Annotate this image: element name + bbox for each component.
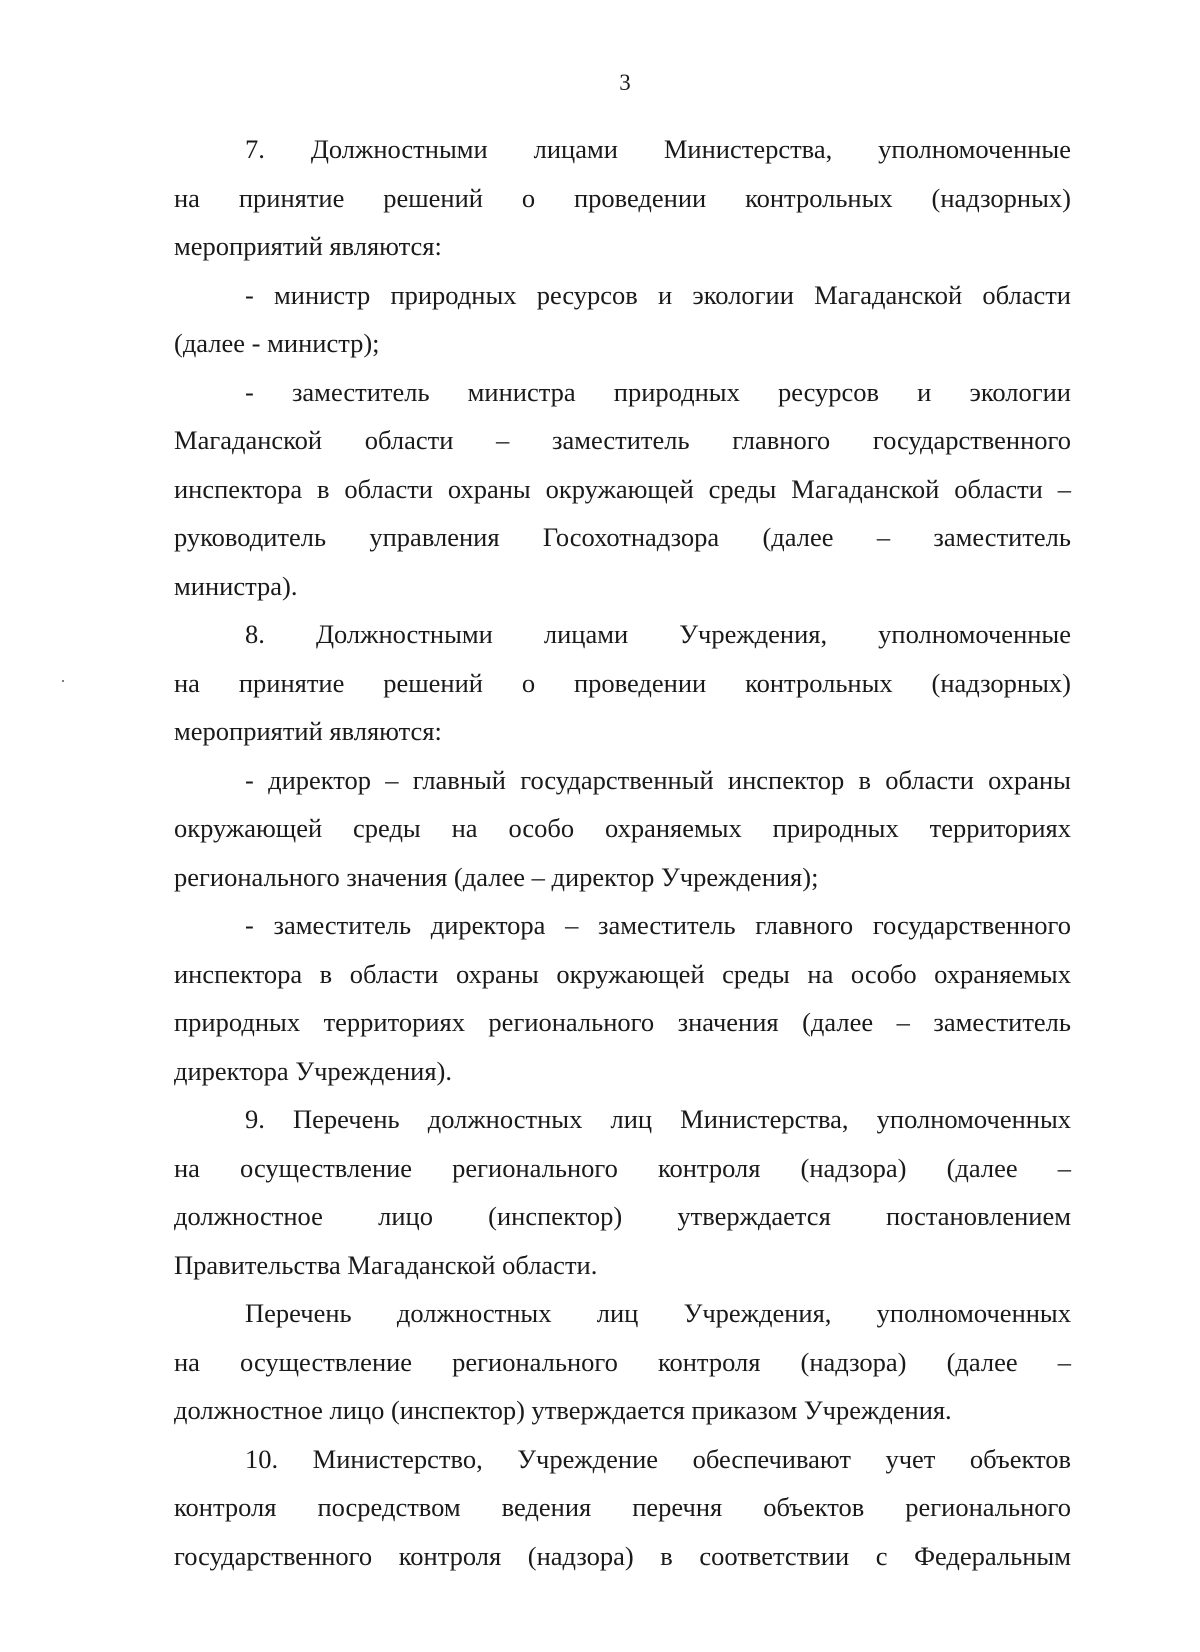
text-line: - директор – главный государственный инспектор в области охраны — [245, 764, 1071, 795]
text-line: на осуществление регионального контроля (надзора) (далее – — [174, 1152, 1071, 1183]
text-line: 10. Министерство, Учреждение обеспечивают учет объектов — [245, 1443, 1071, 1474]
document-body — [174, 125, 1071, 1580]
text-line: Перечень должностных лиц Учреждения, уполномоченных — [245, 1298, 1071, 1328]
paragraph-7 — [174, 125, 1071, 271]
text-line: на принятие решений о проведении контрольных (надзорных) — [174, 182, 1071, 213]
text-line: - заместитель директора – заместитель главного государственного — [245, 910, 1071, 940]
text-line: министра). — [174, 570, 298, 601]
text-line: должностное лицо (инспектор) утверждается приказом Учреждения. — [174, 1395, 952, 1425]
paragraph-9-institution-list — [174, 1289, 1071, 1435]
list-item-director — [174, 756, 1071, 902]
text-line: руководитель управления Госохотнадзора (далее – заместитель — [174, 522, 1071, 552]
text-line: мероприятий являются: — [174, 231, 442, 261]
text-line: на осуществление регионального контроля (надзора) (далее – — [174, 1346, 1071, 1377]
list-item-minister — [174, 271, 1071, 368]
text-line: государственного контроля (надзора) в соответствии с Федеральным — [174, 1540, 1071, 1571]
paragraph-8 — [174, 610, 1071, 756]
text-line: Правительства Магаданской области. — [174, 1249, 598, 1280]
scan-artifact-dot — [62, 680, 64, 682]
text-line: 8. Должностными лицами Учреждения, уполномоченные — [245, 619, 1071, 649]
paragraph-9 — [174, 1095, 1071, 1289]
text-line: на принятие решений о проведении контрольных (надзорных) — [174, 667, 1071, 698]
paragraph-10 — [174, 1435, 1071, 1581]
list-item-deputy-minister — [174, 368, 1071, 611]
text-line: Магаданской области – заместитель главного государственного — [174, 425, 1071, 455]
text-line: 9. Перечень должностных лиц Министерства, уполномоченных — [245, 1104, 1071, 1134]
text-line: инспектора в области охраны окружающей среды Магаданской области – — [174, 473, 1071, 504]
text-line: окружающей среды на особо охраняемых природных территориях — [174, 813, 1071, 843]
text-line: директора Учреждения). — [174, 1055, 452, 1086]
list-item-deputy-director — [174, 901, 1071, 1095]
text-line: 7. Должностными лицами Министерства, уполномоченные — [245, 134, 1071, 164]
text-line: контроля посредством ведения перечня объектов регионального — [174, 1492, 1071, 1522]
text-line: инспектора в области охраны окружающей среды на особо охраняемых — [174, 958, 1071, 989]
text-line: (далее - министр); — [174, 328, 380, 358]
text-line: природных территориях регионального значения (далее – заместитель — [174, 1007, 1071, 1037]
text-line: регионального значения (далее – директор Учреждения); — [174, 861, 819, 892]
text-line: мероприятий являются: — [174, 716, 442, 746]
text-line: - заместитель министра природных ресурсов и экологии — [245, 376, 1071, 407]
page-number: 3 — [619, 70, 631, 95]
text-line: - министр природных ресурсов и экологии Магаданской области — [245, 279, 1071, 310]
text-line: должностное лицо (инспектор) утверждается постановлением — [174, 1201, 1071, 1231]
